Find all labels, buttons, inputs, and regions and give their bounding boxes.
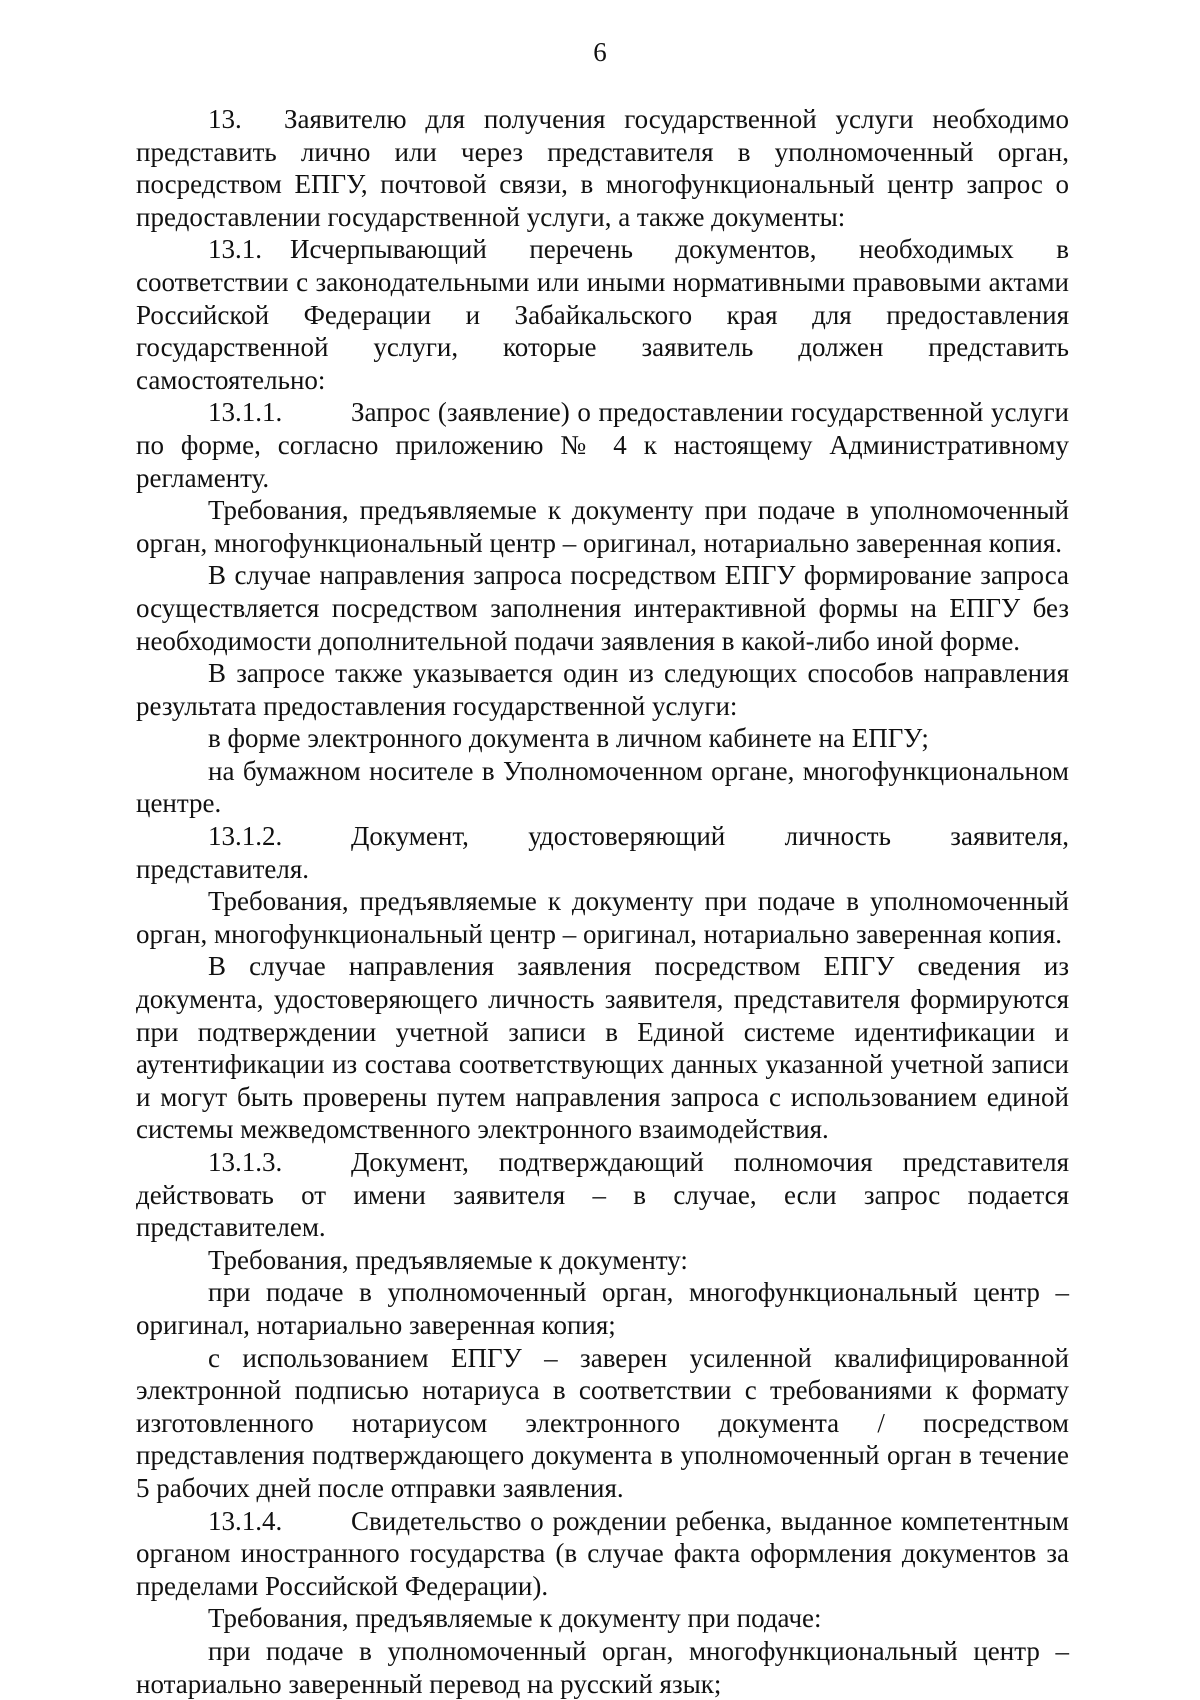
paragraph-13-1-1 bbox=[136, 396, 1069, 494]
paragraph: при подаче в уполномоченный орган, многофункциональный центр – оригинал, нотариально заверенная копия; bbox=[136, 1277, 1069, 1340]
paragraph: Требования, предъявляемые к документу при подаче в уполномоченный орган, многофункциональный центр – оригинал, нотариально заверенная копия. bbox=[136, 886, 1069, 949]
paragraph: В случае направления заявления посредством ЕПГУ сведения из документа, удостоверяющего личность заявителя, представителя формируются при подтверждении учетной записи в Единой системе идентификации и аутентификации из состава соответствующих данных указанной учетной записи и могут быть проверены путем направления запроса с использованием единой системы межведомственного электронного взаимодействия. bbox=[136, 951, 1069, 1145]
clause-number: 13.1.3. bbox=[208, 1147, 283, 1177]
page-number: 6 bbox=[593, 37, 607, 67]
paragraph: В случае направления запроса посредством ЕПГУ формирование запроса осуществляется посредством заполнения интерактивной формы на ЕПГУ без необходимости дополнительной подачи заявления в какой-либо иной форме. bbox=[136, 560, 1069, 656]
clause-number: 13.1.1. bbox=[208, 397, 283, 428]
paragraph-13-1 bbox=[136, 233, 1069, 396]
paragraph: Требования, предъявляемые к документу при подаче: bbox=[208, 1603, 822, 1634]
paragraph: В запросе также указывается один из следующих способов направления результата предоставления государственной услуги: bbox=[136, 658, 1069, 721]
clause-number: 13.1. bbox=[208, 234, 262, 265]
paragraph: Требования, предъявляемые к документу при подаче в уполномоченный орган, многофункциональный центр – оригинал, нотариально заверенная копия. bbox=[136, 495, 1069, 558]
paragraph-text: Документ, подтверждающий полномочия представителя действовать от имени заявителя – в случае, если запрос подается представителем. bbox=[136, 1147, 1069, 1243]
paragraph-13-1-4 bbox=[136, 1505, 1069, 1603]
paragraph: на бумажном носителе в Уполномоченном органе, многофункциональном центре. bbox=[136, 755, 1069, 819]
paragraph: Требования, предъявляемые к документу: bbox=[208, 1244, 688, 1275]
paragraph-13-1-3 bbox=[136, 1146, 1069, 1244]
paragraph: в форме электронного документа в личном кабинете на ЕПГУ; bbox=[208, 723, 929, 754]
clause-number: 13. bbox=[208, 104, 242, 134]
paragraph-13 bbox=[136, 103, 1069, 233]
paragraph: с использованием ЕПГУ – заверен усиленной квалифицированной электронной подписью нотариуса в соответствии с требованиями к формату изготовленного нотариусом электронного документа / посредством представления подтверждающего документа в уполномоченный орган в течение 5 рабочих дней после отправки заявления. bbox=[136, 1342, 1069, 1503]
paragraph: при подаче в уполномоченный орган, многофункциональный центр – нотариально заверенный перевод на русский язык; bbox=[136, 1635, 1069, 1699]
paragraph-text: Свидетельство о рождении ребенка, выданное компетентным органом иностранного государства (в случае факта оформления документов за пределами Российской Федерации). bbox=[136, 1505, 1069, 1601]
paragraph-13-1-2 bbox=[136, 820, 1069, 885]
clause-number: 13.1.4. bbox=[208, 1505, 283, 1536]
paragraph-text: Документ, удостоверяющий личность заявителя, представителя. bbox=[136, 821, 1069, 884]
clause-number: 13.1.2. bbox=[208, 821, 283, 852]
document-body bbox=[136, 103, 1069, 1700]
paragraph-text: Исчерпывающий перечень документов, необходимых в соответствии с законодательными или иными нормативными правовыми актами Российской Федерации и Забайкальского края для предоставления государственной услуги, которые заявитель должен представить самостоятельно: bbox=[136, 234, 1069, 395]
paragraph-text: Заявителю для получения государственной услуги необходимо представить лично или через представителя в уполномоченный орган, посредством ЕПГУ, почтовой связи, в многофункциональный центр запрос о предоставлении государственной услуги, а также документы: bbox=[136, 104, 1069, 232]
paragraph-text: Запрос (заявление) о предоставлении государственной услуги по форме, согласно приложению № 4 к настоящему Административному регламенту. bbox=[136, 397, 1069, 493]
